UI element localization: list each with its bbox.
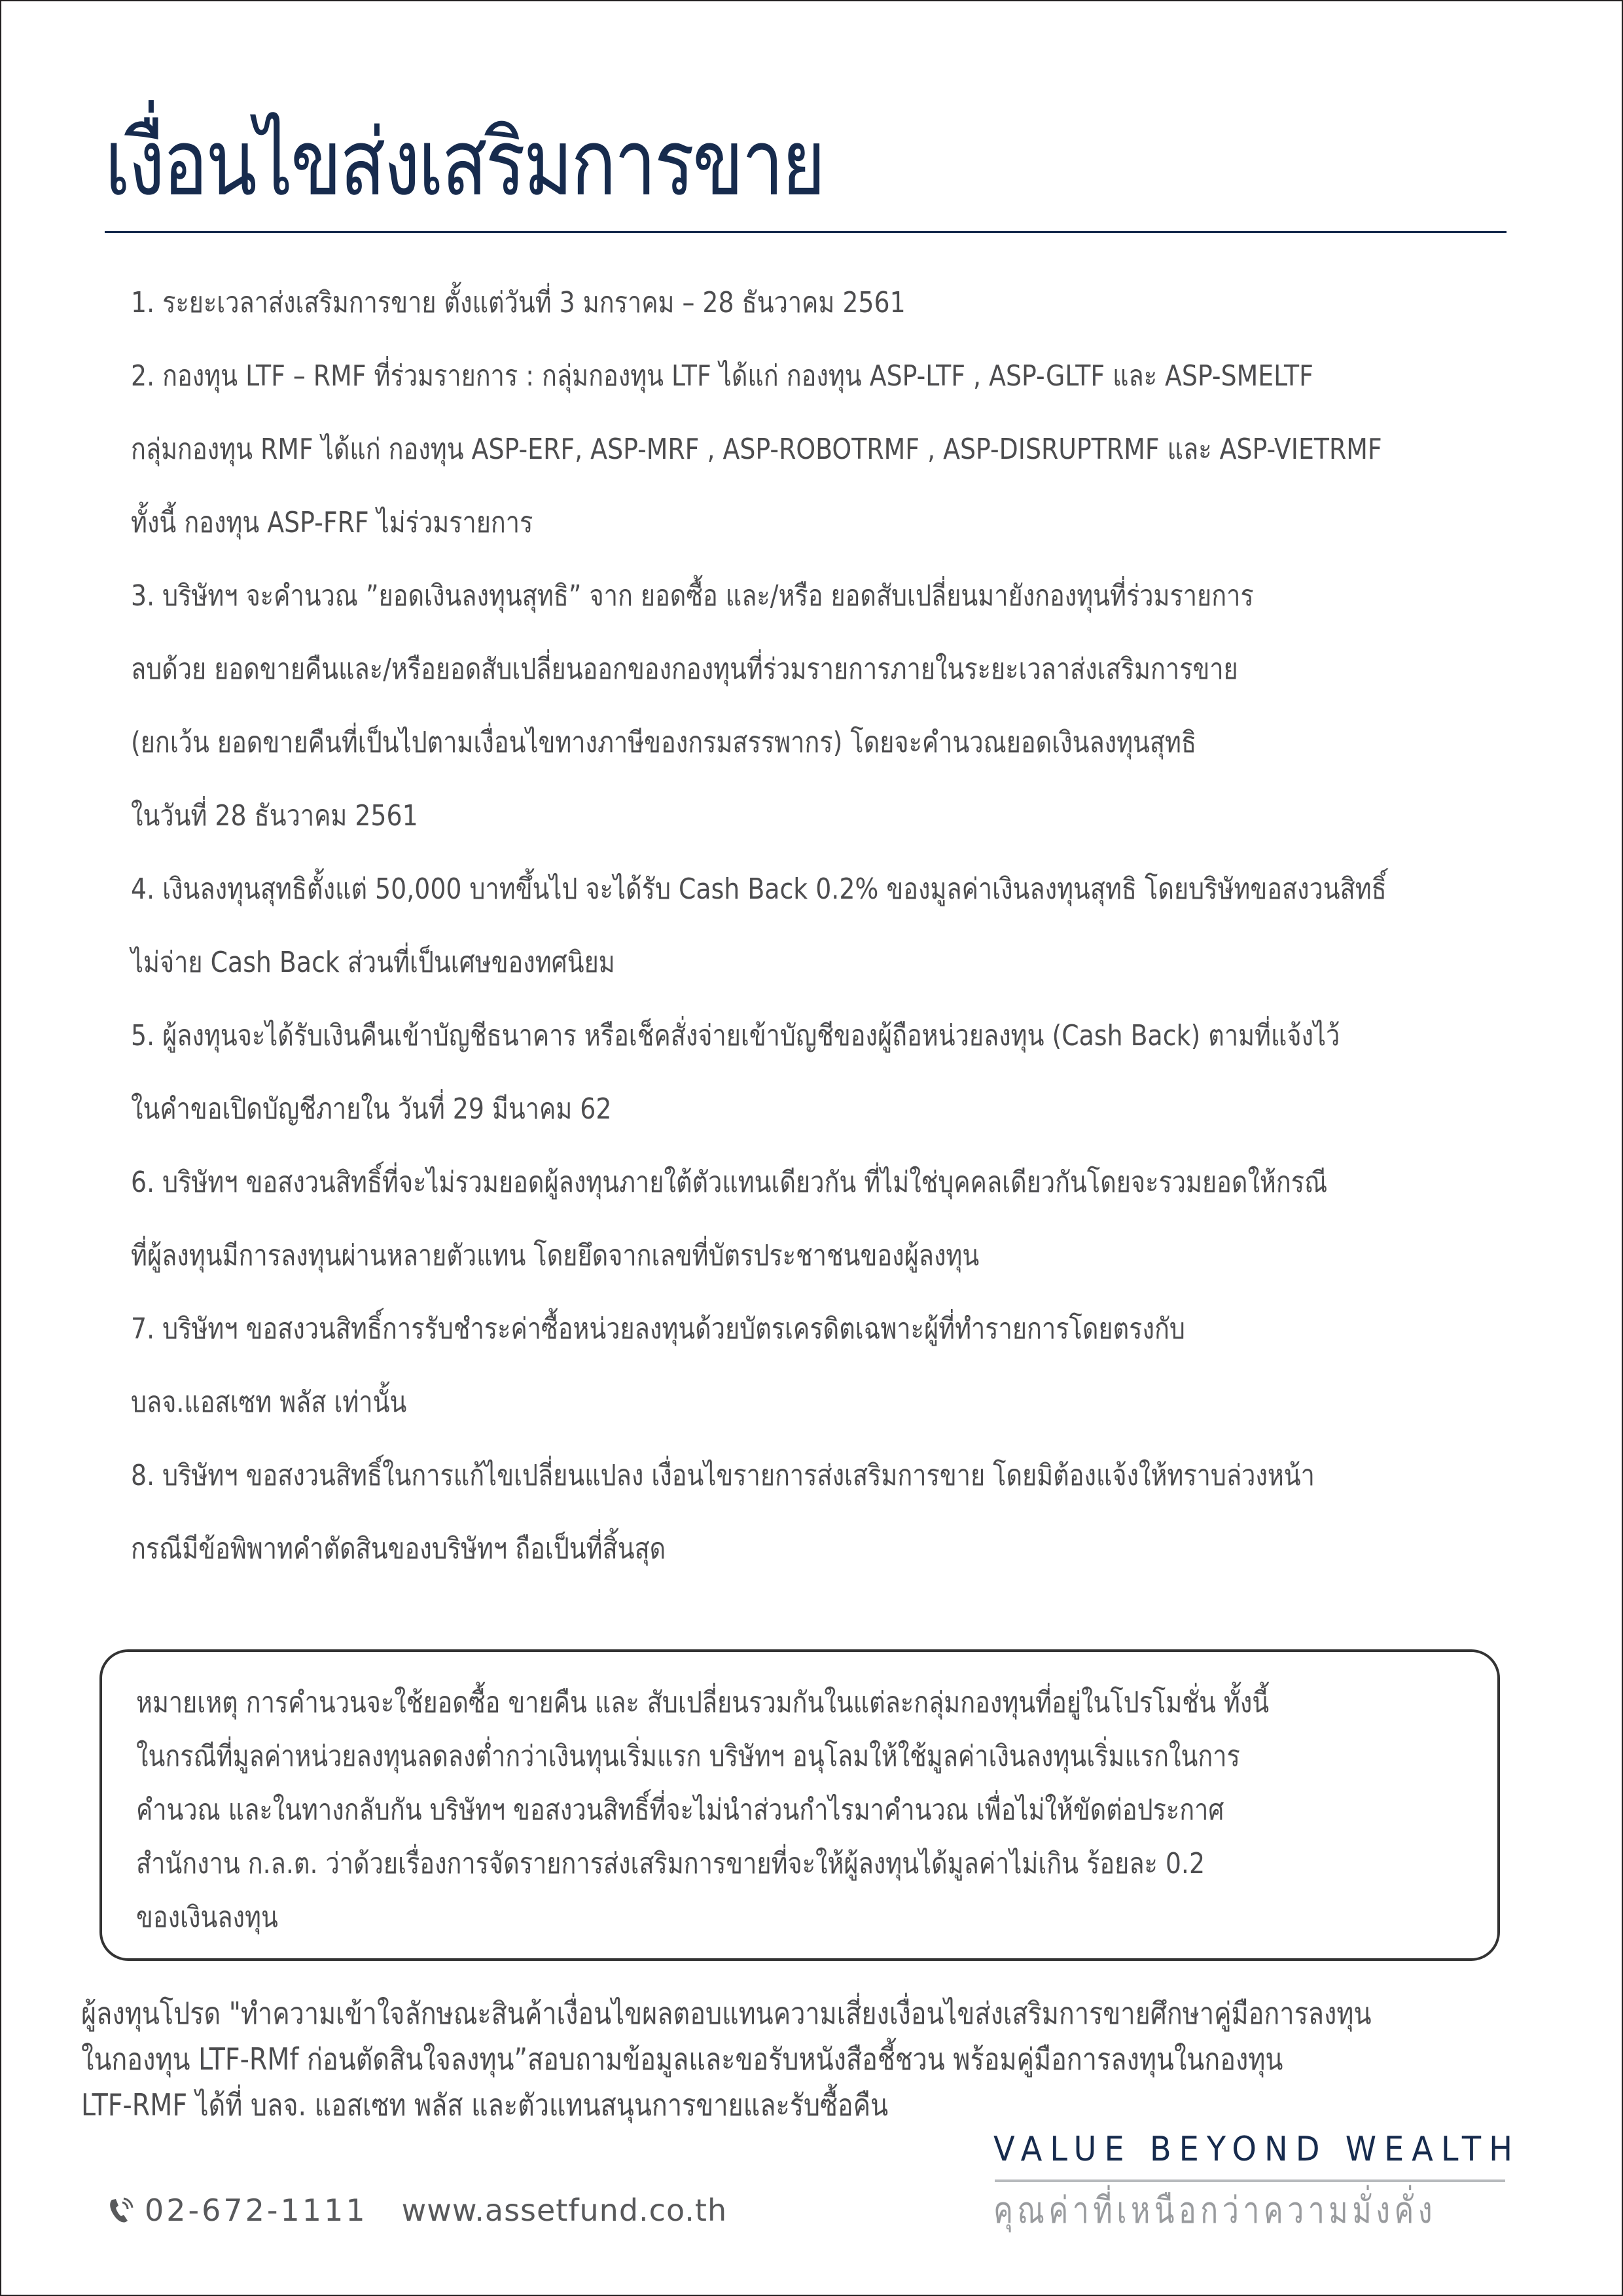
note-line: สำนักงาน ก.ล.ต. ว่าด้วยเรื่องการจัดรายการส่งเสริมการขายที่จะให้ผู้ลงทุนได้มูลค่าไม่เกิน ร้อยละ 0.2 <box>136 1847 1205 1880</box>
brand-tagline: คุณค่าที่เหนือกว่าความมั่งคั่ง <box>993 2189 1437 2232</box>
title-divider <box>105 231 1507 233</box>
note-line: ของเงินลงทุน <box>136 1901 278 1934</box>
condition-2-line-3: ทั้งนี้ กองทุน ASP-FRF ไม่ร่วมรายการ <box>131 506 533 539</box>
note-line: คำนวณ และในทางกลับกัน บริษัทฯ ขอสงวนสิทธิ์ที่จะไม่นำส่วนกำไรมาคำนวณ เพื่อไม่ให้ขัดต่อประกาศ <box>136 1793 1224 1827</box>
disclaimer-line: LTF-RMF ได้ที่ บลจ. แอสเซท พลัส และตัวแทนสนุนการขายและรับซื้อคืน <box>81 2087 889 2123</box>
condition-7-line-2: บลจ.แอสเซท พลัส เท่านั้น <box>131 1386 407 1419</box>
condition-4-line-2: ไม่จ่าย Cash Back ส่วนที่เป็นเศษของทศนิยม <box>131 946 615 979</box>
condition-7-line-1: 7. บริษัทฯ ขอสงวนสิทธิ์การรับชำระค่าซื้อหน่วยลงทุนด้วยบัตรเครดิตเฉพาะผู้ที่ทำรายการโดยตรงกับ <box>131 1312 1185 1346</box>
condition-4-line-1: 4. เงินลงทุนสุทธิตั้งแต่ 50,000 บาทขึ้นไป จะได้รับ Cash Back 0.2% ของมูลค่าเงินลงทุนสุทธิ โดยบริษัทขอสงวนสิทธิ์ <box>131 872 1387 906</box>
condition-6-line-2: ที่ผู้ลงทุนมีการลงทุนผ่านหลายตัวแทน โดยยึดจากเลขที่บัตรประชาชนของผู้ลงทุน <box>131 1239 980 1272</box>
website-link[interactable]: www.assetfund.co.th <box>401 2193 728 2228</box>
condition-5-line-2: ในคำขอเปิดบัญชีภายใน วันที่ 29 มีนาคม 62 <box>131 1092 612 1126</box>
condition-8-line-2: กรณีมีข้อพิพาทคำตัดสินของบริษัทฯ ถือเป็นที่สิ้นสุด <box>131 1532 666 1566</box>
condition-3-line-2: ลบด้วย ยอดขายคืนและ/หรือยอดสับเปลี่ยนออกของกองทุนที่ร่วมรายการภายในระยะเวลาส่งเสริมการขาย <box>131 653 1238 686</box>
condition-8-line-1: 8. บริษัทฯ ขอสงวนสิทธิ์ในการแก้ไขเปลี่ยนแปลง เงื่อนไขรายการส่งเสริมการขาย โดยมิต้องแจ้งให้ทราบล่วงหน้า <box>131 1459 1315 1492</box>
brand-slogan: VALUE BEYOND WEALTH <box>993 2130 1521 2169</box>
contact-info <box>108 2189 727 2231</box>
disclaimer-line: ผู้ลงทุนโปรด "ทำความเข้าใจลักษณะสินค้าเงื่อนไขผลตอบแทนความเสี่ยงเงื่อนไขส่งเสริมการขายศึกษาคู่มือการลงทุน <box>81 1996 1372 2031</box>
condition-2-line-2: กลุ่มกองทุน RMF ได้แก่ กองทุน ASP-ERF, ASP-MRF , ASP-ROBOTRMF , ASP-DISRUPTRMF และ ASP-VIETRMF <box>131 433 1382 466</box>
condition-3-line-4: ในวันที่ 28 ธันวาคม 2561 <box>131 799 418 833</box>
page-title: เงื่อนไขส่งเสริมการขาย <box>105 110 824 217</box>
condition-3-line-1: 3. บริษัทฯ จะคำนวณ ”ยอดเงินลงทุนสุทธิ” จาก ยอดซื้อ และ/หรือ ยอดสับเปลี่ยนมายังกองทุนที่ร่วมรายการ <box>131 579 1254 613</box>
condition-1-line-1: 1. ระยะเวลาส่งเสริมการขาย ตั้งแต่วันที่ 3 มกราคม – 28 ธันวาคม 2561 <box>131 286 906 319</box>
condition-5-line-1: 5. ผู้ลงทุนจะได้รับเงินคืนเข้าบัญชีธนาคาร หรือเช็คสั่งจ่ายเข้าบัญชีของผู้ถือหน่วยลงทุน (Cash Back) ตามที่แจ้งไว้ <box>131 1019 1340 1052</box>
condition-3-line-3: (ยกเว้น ยอดขายคืนที่เป็นไปตามเงื่อนไขทางภาษีของกรมสรรพากร) โดยจะคำนวณยอดเงินลงทุนสุทธิ <box>131 726 1197 759</box>
phone-number[interactable]: 02-672-1111 <box>145 2193 368 2228</box>
disclaimer-line: ในกองทุน LTF-RMf ก่อนตัดสินใจลงทุน”สอบถามข้อมูลและขอรับหนังสือชี้ชวน พร้อมคู่มือการลงทุนในกองทุน <box>81 2041 1283 2077</box>
condition-6-line-1: 6. บริษัทฯ ขอสงวนสิทธิ์ที่จะไม่รวมยอดผู้ลงทุนภายใต้ตัวแทนเดียวกัน ที่ไม่ใช่บุคคลเดียวกันโดยจะรวมยอดให้กรณี <box>131 1166 1328 1199</box>
note-line: ในกรณีที่มูลค่าหน่วยลงทุนลดลงต่ำกว่าเงินทุนเริ่มแรก บริษัทฯ อนุโลมให้ใช้มูลค่าเงินลงทุนเริ่มแรกในการ <box>136 1740 1240 1773</box>
phone-icon <box>108 2196 134 2225</box>
condition-2-line-1: 2. กองทุน LTF – RMF ที่ร่วมรายการ : กลุ่มกองทุน LTF ได้แก่ กองทุน ASP-LTF , ASP-GLTF และ ASP-SMELTF <box>131 359 1313 393</box>
note-line: หมายเหตุ การคำนวนจะใช้ยอดซื้อ ขายคืน และ สับเปลี่ยนรวมกันในแต่ละกลุ่มกองทุนที่อยู่ในโปรโมชั่น ทั้งนี้ <box>136 1686 1270 1719</box>
slogan-divider <box>995 2179 1505 2182</box>
